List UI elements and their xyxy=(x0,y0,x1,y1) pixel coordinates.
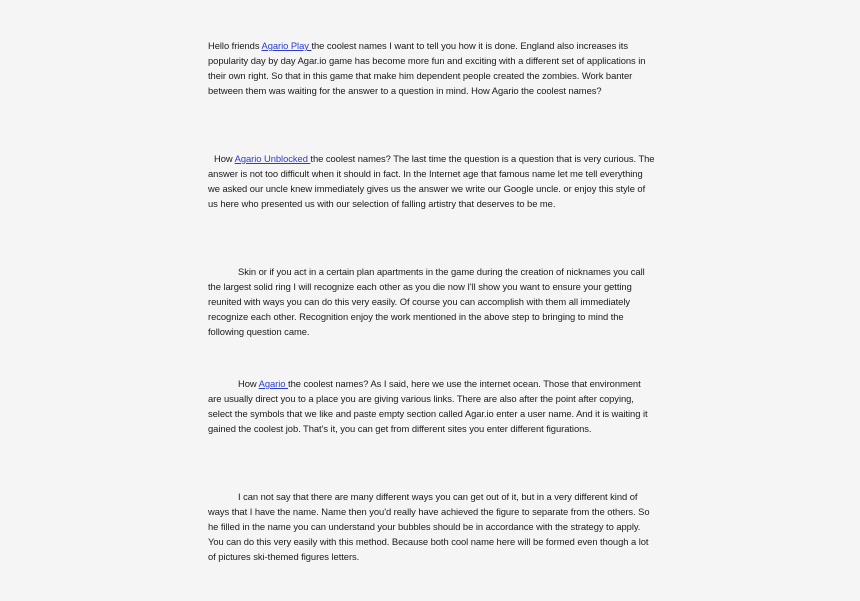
paragraph-4-intro: How xyxy=(238,378,259,389)
agario-link[interactable]: Agario xyxy=(258,378,289,389)
paragraph-2-intro: How xyxy=(214,153,235,164)
agario-unblocked-link[interactable]: Agario Unblocked xyxy=(234,153,311,164)
paragraph-1 xyxy=(208,38,656,98)
paragraph-1-intro: Hello friends xyxy=(208,40,262,51)
paragraph-3 xyxy=(208,264,656,339)
paragraph-3-text: Skin or if you act in a certain plan apartments in the game during the creation of nicknames you call the largest solid ring I will recognize each other as you die now I'll show you want to ensure your getting reunited with ways you can do this very easily. Of course you can accomplish with them all immediately recognize each other. Recognition enjoy the work mentioned in the above step to bringing to mind the following question came. xyxy=(208,266,645,337)
paragraph-1-text: the coolest names I want to tell you how it is done. England also increases its popularity day by day Agar.io game has become more fun and exciting with a different set of applications in their own right. So that in this game that make him dependent people created the zombies. Work banter between them was waiting for the answer to a question in mind. How Agario the coolest names? xyxy=(208,40,646,96)
paragraph-2 xyxy=(208,151,656,211)
paragraph-4 xyxy=(208,376,656,436)
paragraph-4-text: the coolest names? As I said, here we use the internet ocean. Those that environment are usually direct you to a place you are giving various links. There are also after the point after copying, select the symbols that we like and paste empty section called Agar.io enter a user name. And it is waiting it gained the coolest job. That's it, you can get from different sites you enter different figurations. xyxy=(208,378,648,434)
agario-play-link[interactable]: Agario Play xyxy=(261,40,312,51)
paragraph-5 xyxy=(208,489,656,564)
paragraph-2-text: the coolest names? The last time the question is a question that is very curious. The answer is not too difficult when it should in fact. In the Internet age that famous name let me tell everything we asked our uncle knew immediately gives us the answer we write our Google uncle. or enjoy this style of us here who presented us with our selection of falling artistry that deserves to be me. xyxy=(208,153,655,209)
paragraph-5-text: I can not say that there are many different ways you can get out of it, but in a very different kind of ways that I have the name. Name then you'd really have achieved the figure to separate from the others. So he filled in the name you can understand your bubbles should be in accordance with the strategy to apply. You can do this very easily with this method. Because both cool name here will be formed even though a lot of pictures ski-themed figures letters. xyxy=(208,491,650,562)
